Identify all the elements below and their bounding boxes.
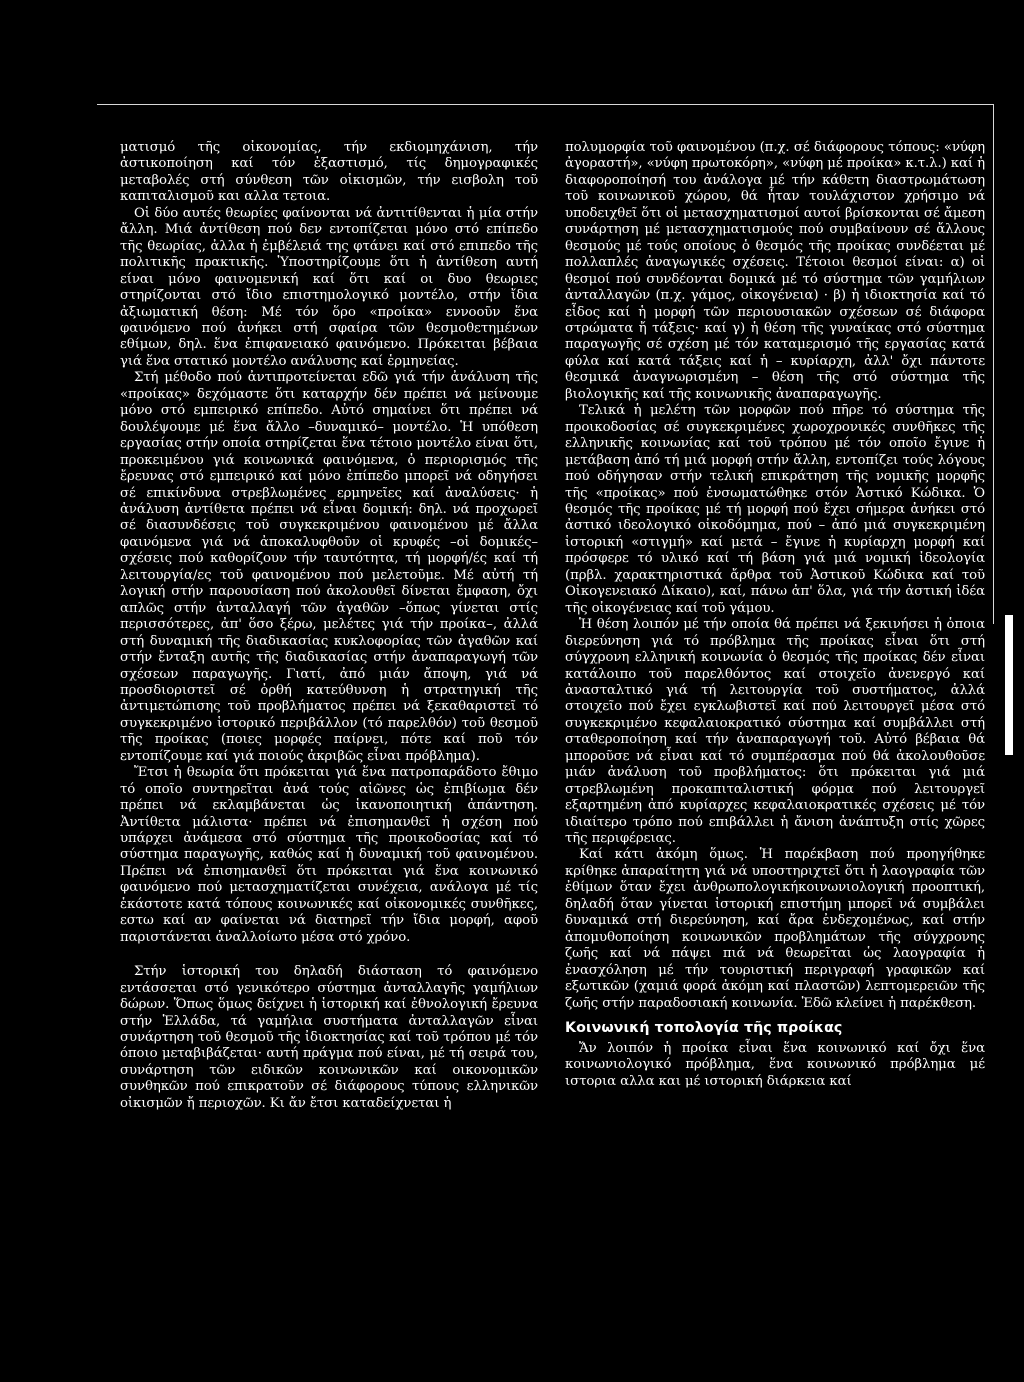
page-edge-mark bbox=[1005, 615, 1013, 755]
paragraph: Ἡ θέση λοιπόν μέ τήν οποία θά πρέπει νά ξεκινήσει ἡ ὁποια διερεύνηση γιά τό πρόβλημα τῆς προίκας εἶναι ὅτι στή σύγχρονη ελληνική κοινωνία ὁ θεσμός τῆς προίκας δέν εἶναι κατάλοιπο τοῦ παρελθόντος καί στοιχεῖο ἀνενεργό καί ἀνασταλτικό γιά τή λειτουργία τοῦ συστήματος, ἀλλά στοιχεῖο πού ἔχει εγκλωβιστεῖ καί πού λειτουργεῖ μέσα στό συγκεκριμένο κεφαλαιοκρατικό σύστημα καί συμβάλλει στή σταθεροποίηση καί τήν ἀναπαραγωγή τοῦ. Αὐτό βέβαια θά μποροῦσε νά εἶναι καί τό συμπέρασμα πού θά ἀκολουθοῦσε μιάν ἀνάλυση τοῦ προβλήματος: ὅτι πρόκειται γιά μιά στρεβλωμένη προκαπιταλιστική φόρμα πού λειτουργεῖ εξαρτημένη ἀπό κυρίαρχες κεφαλαιοκρατικές σχέσεις μέ τόν ιδιαίτερο τρόπο πού επιβάλλει ἡ ἄνιση ἀνάπτυξη στίς χῶρες τῆς περιφέρειας. bbox=[565, 617, 985, 847]
frame-top-rule bbox=[97, 104, 993, 105]
paragraph: ματισμό τῆς οἰκονομίας, τήν εκδιομηχάνιση, τήν ἀστικοποίηση καί τόν ἐξαστισμό, τίς δημογραφικές μεταβολές στή σύνθεση τῶν οἰκισμῶν, τήν εισβολη τοῦ καπιταλισμοῦ και αλλα τετοια. bbox=[120, 140, 538, 205]
section-heading: Κοινωνική τοπολογία τῆς προίκας bbox=[565, 1020, 843, 1037]
paragraph: Καί κάτι ἀκόμη ὅμως. Ἡ παρέκβαση πού προηγήθηκε κρίθηκε ἀπαραίτητη γιά νά υποστηριχτεῖ ὅτι ἡ λαογραφία τῶν ἐθίμων ὅταν ἔχει ἀνθρωπολογικήκοινωνιολογική προοπτική, δηλαδή ὅταν γίνεται ἱστορική επιστήμη μπορεῖ νά συμβάλει δυναμικά στή διερεύνηση, καί ἄρα ἐνδεχομένως, καί στήν ἀπομυθοποίηση κοινωνικῶν προβλημάτων τῆς σύγχρονης ζωῆς καί νά πάψει πιά νά θεωρεῖται ὡς λαογραφία ἡ ἐνασχόληση μέ τήν τουριστική περιγραφή γραφικῶν καί εξωτικῶν (χαμιά φορά ἀκόμη καί πλαστῶν) λεπτομερειῶν τῆς ζωῆς στήν παραδοσιακή κοινωνία. Ἐδῶ κλείνει ἡ παρέκθεση. bbox=[565, 847, 985, 1011]
paragraph: Οἱ δύο αυτές θεωρίες φαίνονται νά ἀντιτίθενται ἡ μία στήν ἄλλη. Μιά ἀντίθεση πού δεν εντοπίζεται μόνο στό επίπεδο τῆς θεωρίας, ἀλλα ἡ ἐμβέλειά της φτάνει καί στό επιπεδο τῆς πολιτικῆς πρακτικῆς. Ὑποστηρίζουμε ὅτι ἡ ἀντίθεση αυτή είναι μόνο φαινομενική καί ὅτι καί οι δυο θεωριες στηρίζονται στό ἴδιο επιστημολογικό μοντέλο, στήν ἴδια ἀξιωματική θέση: Μέ τόν ὅρο «προίκα» εννοοῦν ἕνα φαινόμενο πού ἀνήκει στή σφαίρα τῶν θεσμοθετημένων εθίμων, δηλ. ἕνα ἐπιφανειακό φαινόμενο. Πρόκειται βέβαια γιά ἕνα στατικό μοντέλο ανάλυσης καί ἑρμηνείας. bbox=[120, 205, 538, 369]
left-column bbox=[120, 140, 538, 1376]
right-column bbox=[565, 140, 985, 1376]
paragraph: πολυμορφία τοῦ φαινομένου (π.χ. σέ διάφορους τόπους: «νύφη ἀγοραστή», «νύφη πρωτοκόρη», «νύφη μέ προίκα» κ.τ.λ.) καί ἡ διαφοροποίησή του ἀνάλογα μέ τήν κάθετη διαστρωμάτωση τοῦ κοινωνικοῦ χώρου, θά ἦταν τουλάχιστον χρήσιμο νά υποδειχθεῖ ὅτι οἱ μετασχηματισμοί αυτοί βρίσκονται σέ ἄμεση συνάρτηση μέ μετασχηματισμούς πού συμβαίνουν σέ ἄλλους θεσμούς μέ τούς οποίους ὁ θεσμός τῆς προίκας συνδέεται μέ πολλαπλές ἀναγωγικές σχέσεις. Τέτοιοι θεσμοί είναι: α) οἱ θεσμοί πού συνδέονται δομικά μέ τό σύστημα τῶν γαμήλιων ἀνταλλαγῶν (π.χ. γάμος, οἰκογένεια) · β) ἡ ιδιοκτησία καί τό εἶδος καί ἡ μορφή τῶν περιουσιακῶν σχέσεων σέ διάφορα στρώματα ἤ τάξεις· καί γ) ἡ θέση τῆς γυναίκας στό σύστημα παραγωγῆς σέ σχέση μέ τόν καταμερισμό τῆς εργασίας κατά φύλα καί κατά τάξεις καί ἡ – κυρίαρχη, ἀλλ' ὄχι πάντοτε θεσμικά ἀναγνωρισμένη – θέση τῆς στό σύστημα τῆς βιολογικῆς καί τῆς κοινωνικῆς ἀναπαραγωγῆς. bbox=[565, 140, 985, 402]
paragraph: Στήν ἱστορική του δηλαδή διάσταση τό φαινόμενο εντάσσεται στό γενικότερο σύστημα ἀνταλλαγῆς γαμήλιων δώρων. Ὅπως ὅμως δείχνει ἡ ἱστορική καί ἐθνολογική ἔρευνα στήν Ἑλλάδα, τά γαμήλια συστήματα ἀνταλλαγῶν εἶναι συνάρτηση τοῦ θεσμοῦ τῆς ἰδιοκτησίας καί τοῦ τρόπου μέ τόν όποιο μεταβιβάζεται· αυτή πράγμα πού είναι, μέ τή σειρά του, συνάρτηση τῶν ειδικῶν κοινωνικῶν καί οικονομικῶν συνθηκῶν πού επικρατοῦν σέ διάφορους τύπους ελληνικῶν οἰκισμῶν ἤ περιοχῶν. Κι ἄν ἔτσι καταδείχνεται ἡ bbox=[120, 964, 538, 1111]
paragraph: Τελικά ἡ μελέτη τῶν μορφῶν πού πῆρε τό σύστημα τῆς προικοδοσίας σέ συγκεκριμένες χωροχρονικές συνθῆκες τῆς ελληνικῆς κοινωνίας καί τοῦ τρόπου μέ τόν οποῖο ἔγινε ἡ μετάβαση ἀπό τή μιά μορφή στήν ἄλλη, εντοπίζει τούς λόγους πού οδήγησαν στήν τελική επικράτηση τῆς νομικῆς μορφῆς τῆς «προίκας» πού ἐνσωματώθηκε στόν Ἀστικό Κώδικα. Ὁ θεσμός τῆς προίκας μέ τή μορφή πού ἔχει σήμερα ἀνήκει στό ἀστικό ιδεολογικό οἰκοδόμημα, πού – ἀπό μιά συγκεκριμένη ἱστορική «στιγμή» καί μετά – ἔγινε ἡ κυρίαρχη μορφή καί πρόσφερε τό υλικό καί τή βάση γιά μιά νομική ἰδεολογία (πρβλ. χαρακτηριστικά ἄρθρα τοῦ Ἀστικοῦ Κώδικα καί τοῦ Οἰκογενειακό Δίκαιο), καί, πάνω ἀπ' ὅλα, γιά τήν ἀστική ἰδέα τῆς οἰκογένειας καί τοῦ γάμου. bbox=[565, 403, 985, 616]
paragraph: Ἔτσι ἡ θεωρία ὅτι πρόκειται γιά ἕνα πατροπαράδοτο ἔθιμο τό οποῖο συντηρεῖται ἀνά τούς αἰῶνες ὡς ἐπιβίωμα δέν πρέπει νά εκλαμβάνεται ὡς ἱκανοποιητική ἀπάντηση. Ἀντίθετα μάλιστα· πρέπει νά ἐπισημανθεῖ ἡ σχέση πού υπάρχει ἀνάμεσα στό σύστημα τῆς προικοδοσίας καί τό σύστημα παραγωγῆς, καθώς καί ἡ δυναμική τοῦ φαινομένου. Πρέπει νά ἐπισημανθεῖ ὅτι πρόκειται γιά ἕνα κοινωνικό φαινόμενο πού μετασχηματίζεται συνέχεια, ανάλογα μέ τίς ἑκάστοτε κατά τόπους κοινωνικές καί οἰκονομικές συνθῆκες, εστω καί αν φαίνεται νά διατηρεῖ τήν ἴδια μορφή, αφοῦ παριστάνεται ἀναλλοίωτο μέσα στό χρόνο. bbox=[120, 765, 538, 945]
paragraph: Στή μέθοδο πού ἀντιπροτείνεται εδῶ γιά τήν ἀνάλυση τῆς «προίκας» δεχόμαστε ὅτι καταρχήν δέν πρέπει νά μείνουμε μόνο στό εμπειρικό επίπεδο. Αὐτό σημαίνει ὅτι πρέπει νά δουλέψουμε μέ ἕνα ἄλλο –δυναμικό– μοντέλο. Ἡ υπόθεση εργασίας στήν οποία στηρίζεται ἕνα τέτοιο μοντέλο είναι ὅτι, προκειμένου γιά κοινωνικά φαινόμενα, ὁ περιορισμός τῆς ἔρευνας στό εμπειρικό καί μόνο ἐπίπεδο μπορεῖ νά οδηγήσει σέ επικίνδυνα στρεβλωμένες ερμηνεῖες καί ἀναλύσεις· ἡ ἀνάλυση ἀντίθετα πρέπει νά εἶναι δομική: δηλ. νά προχωρεῖ σέ διασυνδέσεις τοῦ συγκεκριμένου φαινομένου μέ ἄλλα φαινόμενα γιά νά ἀποκαλυφθοῦν οἱ κρυφές –οἱ δομικές– σχέσεις πού καθορίζουν τήν ταυτότητα, τή μορφή/ές καί τή λειτουργία/ες τοῦ φαινομένου πού μελετοῦμε. Μέ αὐτή τή λογική στήν παρουσίαση πού ἀκολουθεῖ δίνεται ἔμφαση, ὄχι απλῶς στήν ἀνταλλαγή τῶν ἀγαθῶν –ὅπως γίνεται στίς περισσότερες, ἀπ' ὅσο ξέρω, μελέτες γιά τήν προίκα–, ἀλλά στή δυναμική τῆς διαδικασίας κυκλοφορίας τῶν ἀγαθῶν καί στήν ἔνταξη αυτῆς τῆς διαδικασίας στήν ἀναπαραγωγή τῶν σχέσεων παραγωγῆς. Γιατί, ἀπό μιάν ἄποψη, γιά νά προσδιοριστεῖ σέ ὀρθή κατεύθυνση ἡ στρατηγική τῆς ἀντιμετώπισης τοῦ προβλήματος πρέπει νά ξεκαθαριστεῖ τό συγκεκριμένο ἱστορικό περιβάλλον (τό παρελθόν) τοῦ θεσμοῦ τῆς προίκας (ποιες μορφές παίρνει, πότε καί ποῦ τόν εντοπίζουμε καί γιά ποιούς ἀκριβῶς εἶναι πρόβλημα). bbox=[120, 370, 538, 764]
paragraph: Ἄν λοιπόν ἡ προίκα εἶναι ἕνα κοινωνικό καί ὄχι ἕνα κοινωνιολογικό πρόβλημα, ἕνα κοινωνικό πρόβλημα μέ ιστορια αλλα και μέ ιστορική διάρκεια καί bbox=[565, 1041, 985, 1089]
frame-right-rule bbox=[993, 104, 994, 624]
